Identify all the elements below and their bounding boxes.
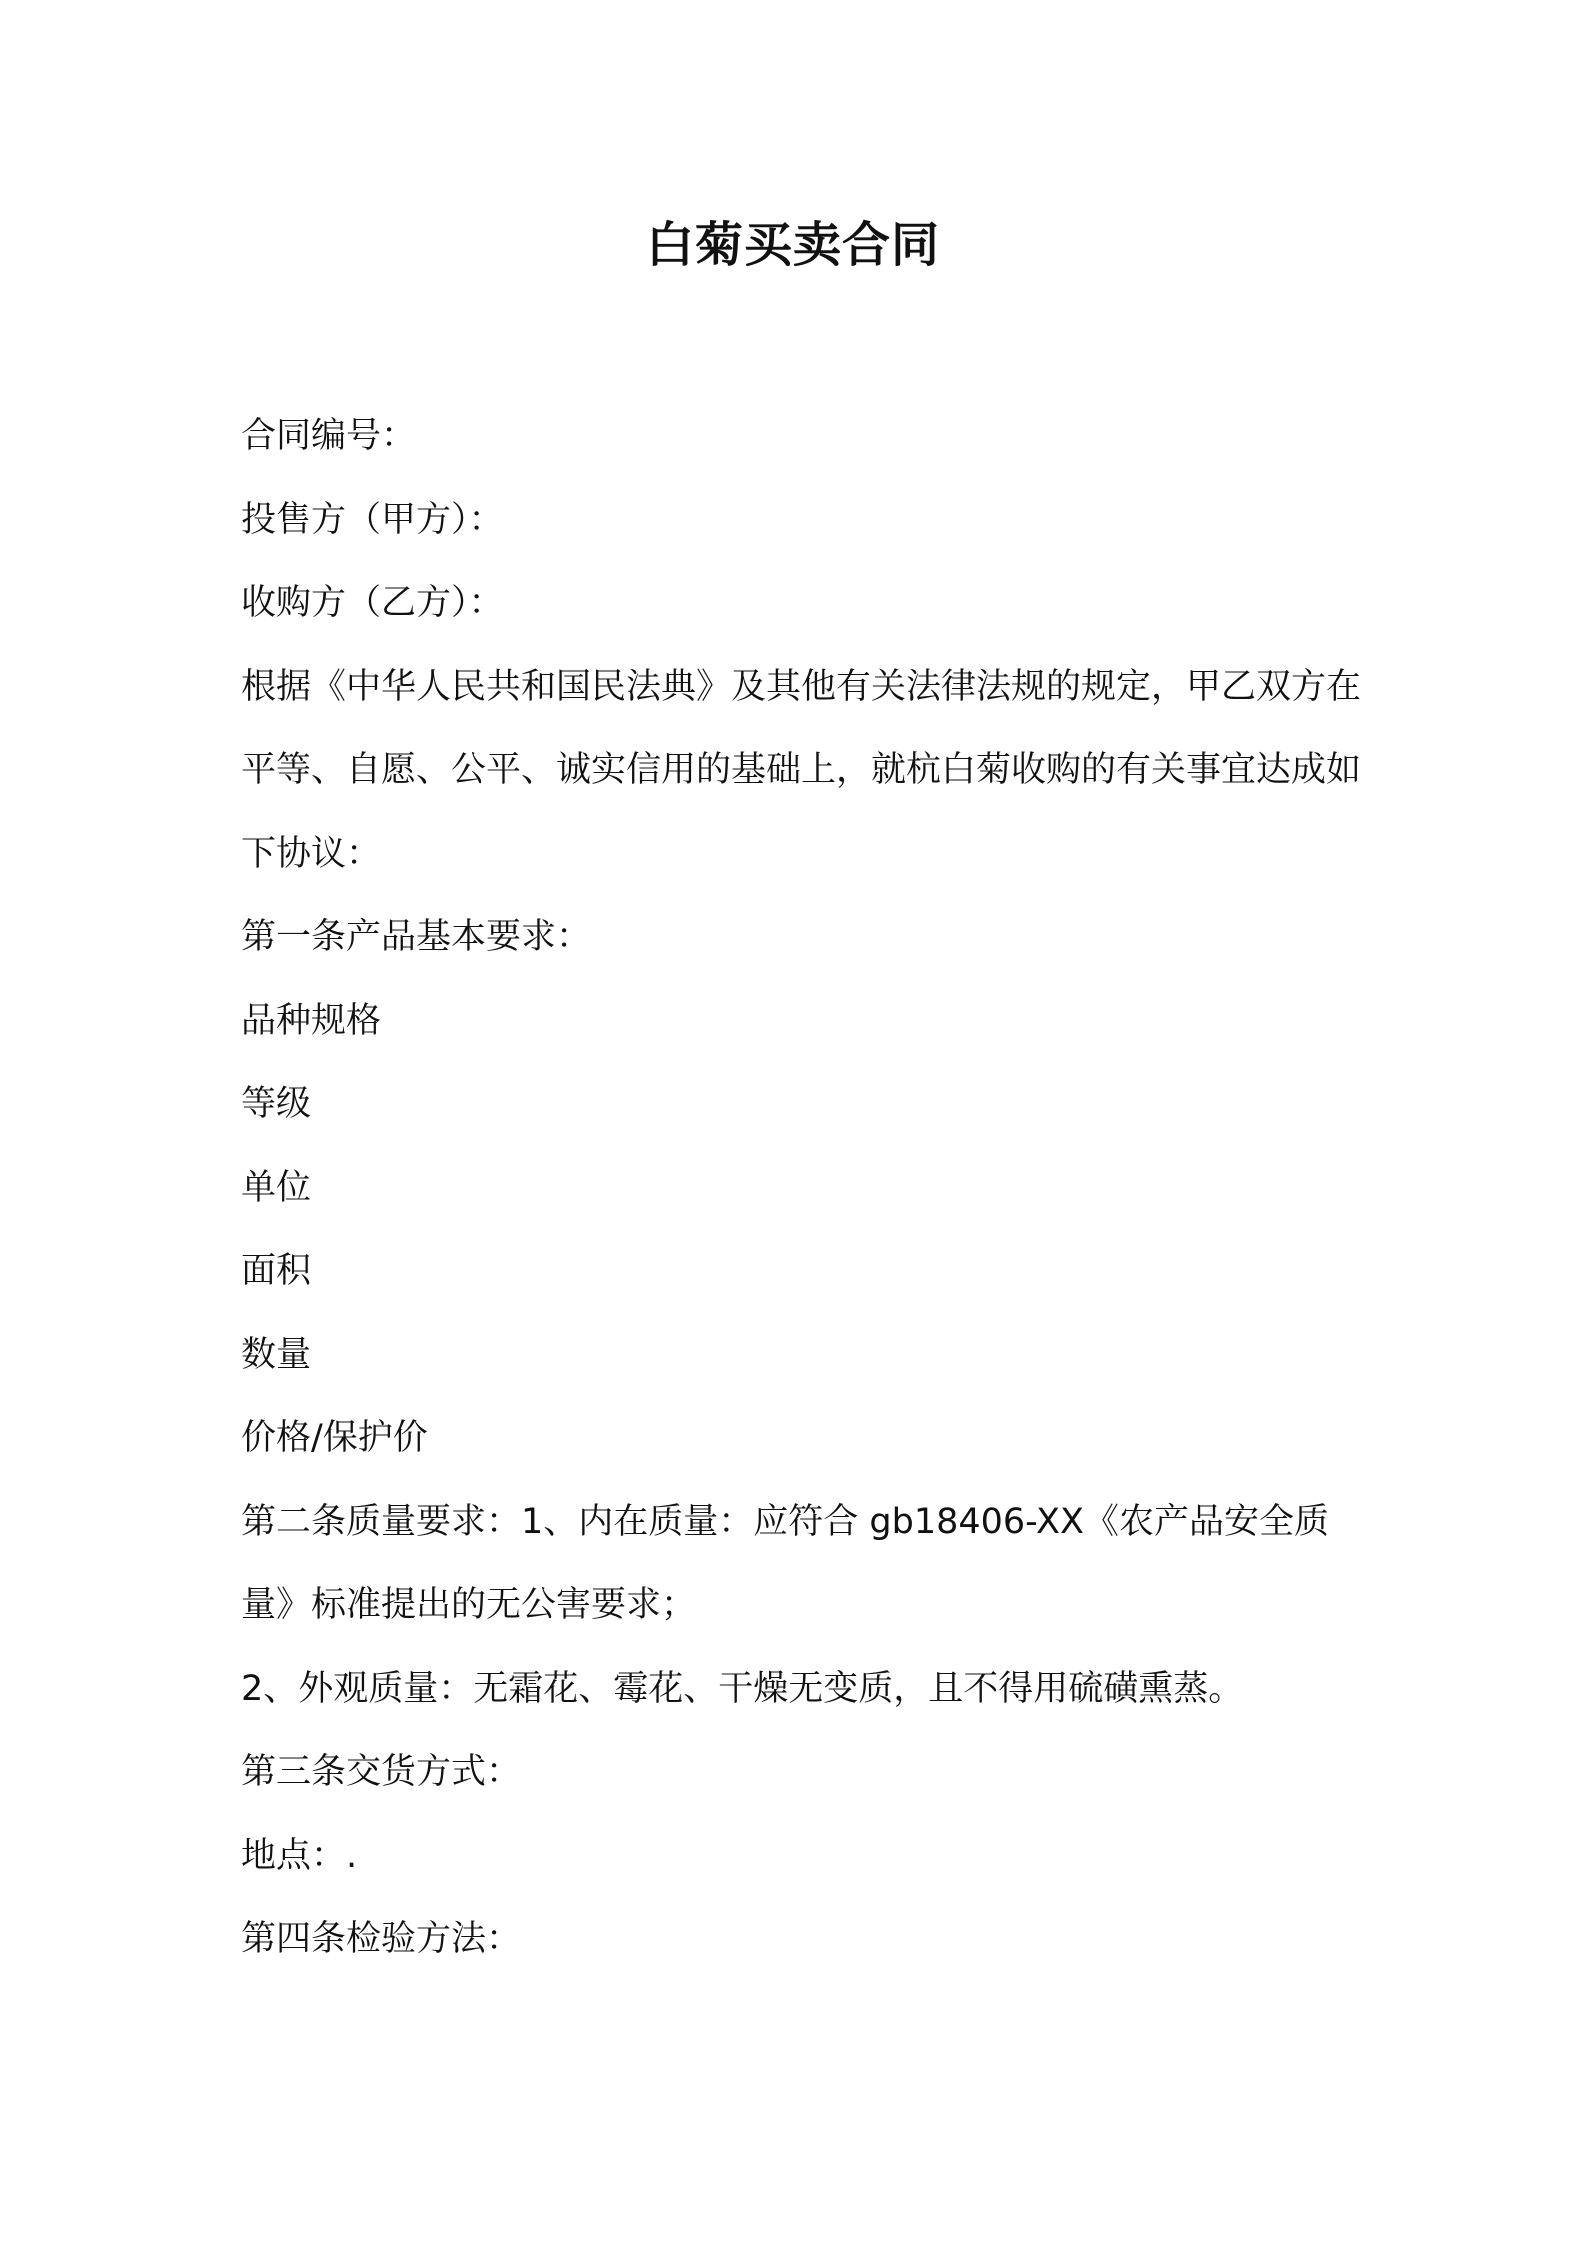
quantity-line: 数量: [241, 1334, 312, 1375]
buyer-line: 收购方（乙方）：: [241, 583, 504, 623]
unit-line: 单位: [241, 1167, 312, 1208]
article-3-heading: 第三条交货方式：: [241, 1752, 522, 1792]
price-line: 价格/保护价: [241, 1418, 428, 1458]
document-title: 白菊买卖合同: [645, 217, 940, 273]
article-2-paragraph: 第二条质量要求：1、内在质量：应符合 gb18406-XX《农产品安全质量》标准提出的无公害要求；: [241, 1501, 1330, 1625]
appearance-quality-line: 2、外观质量：无霜花、霉花、干燥无变质，且不得用硫磺熏蒸。: [241, 1668, 1244, 1709]
article-1-heading: 第一条产品基本要求：: [241, 917, 592, 957]
contract-number-line: 合同编号：: [241, 416, 417, 456]
location-line: 地点：.: [241, 1835, 358, 1876]
grade-line: 等级: [241, 1084, 312, 1124]
document-body: [241, 395, 1361, 1982]
seller-line: 投售方（甲方）：: [241, 499, 504, 540]
preamble-paragraph: 根据《中华人民共和国民法典》及其他有关法律法规的规定，甲乙双方在平等、自愿、公平、诚实信用的基础上，就杭白菊收购的有关事宜达成如下协议：: [241, 666, 1362, 874]
article-4-heading: 第四条检验方法：: [241, 1919, 522, 1959]
variety-spec-line: 品种规格: [241, 1000, 382, 1041]
area-line: 面积: [241, 1251, 312, 1291]
